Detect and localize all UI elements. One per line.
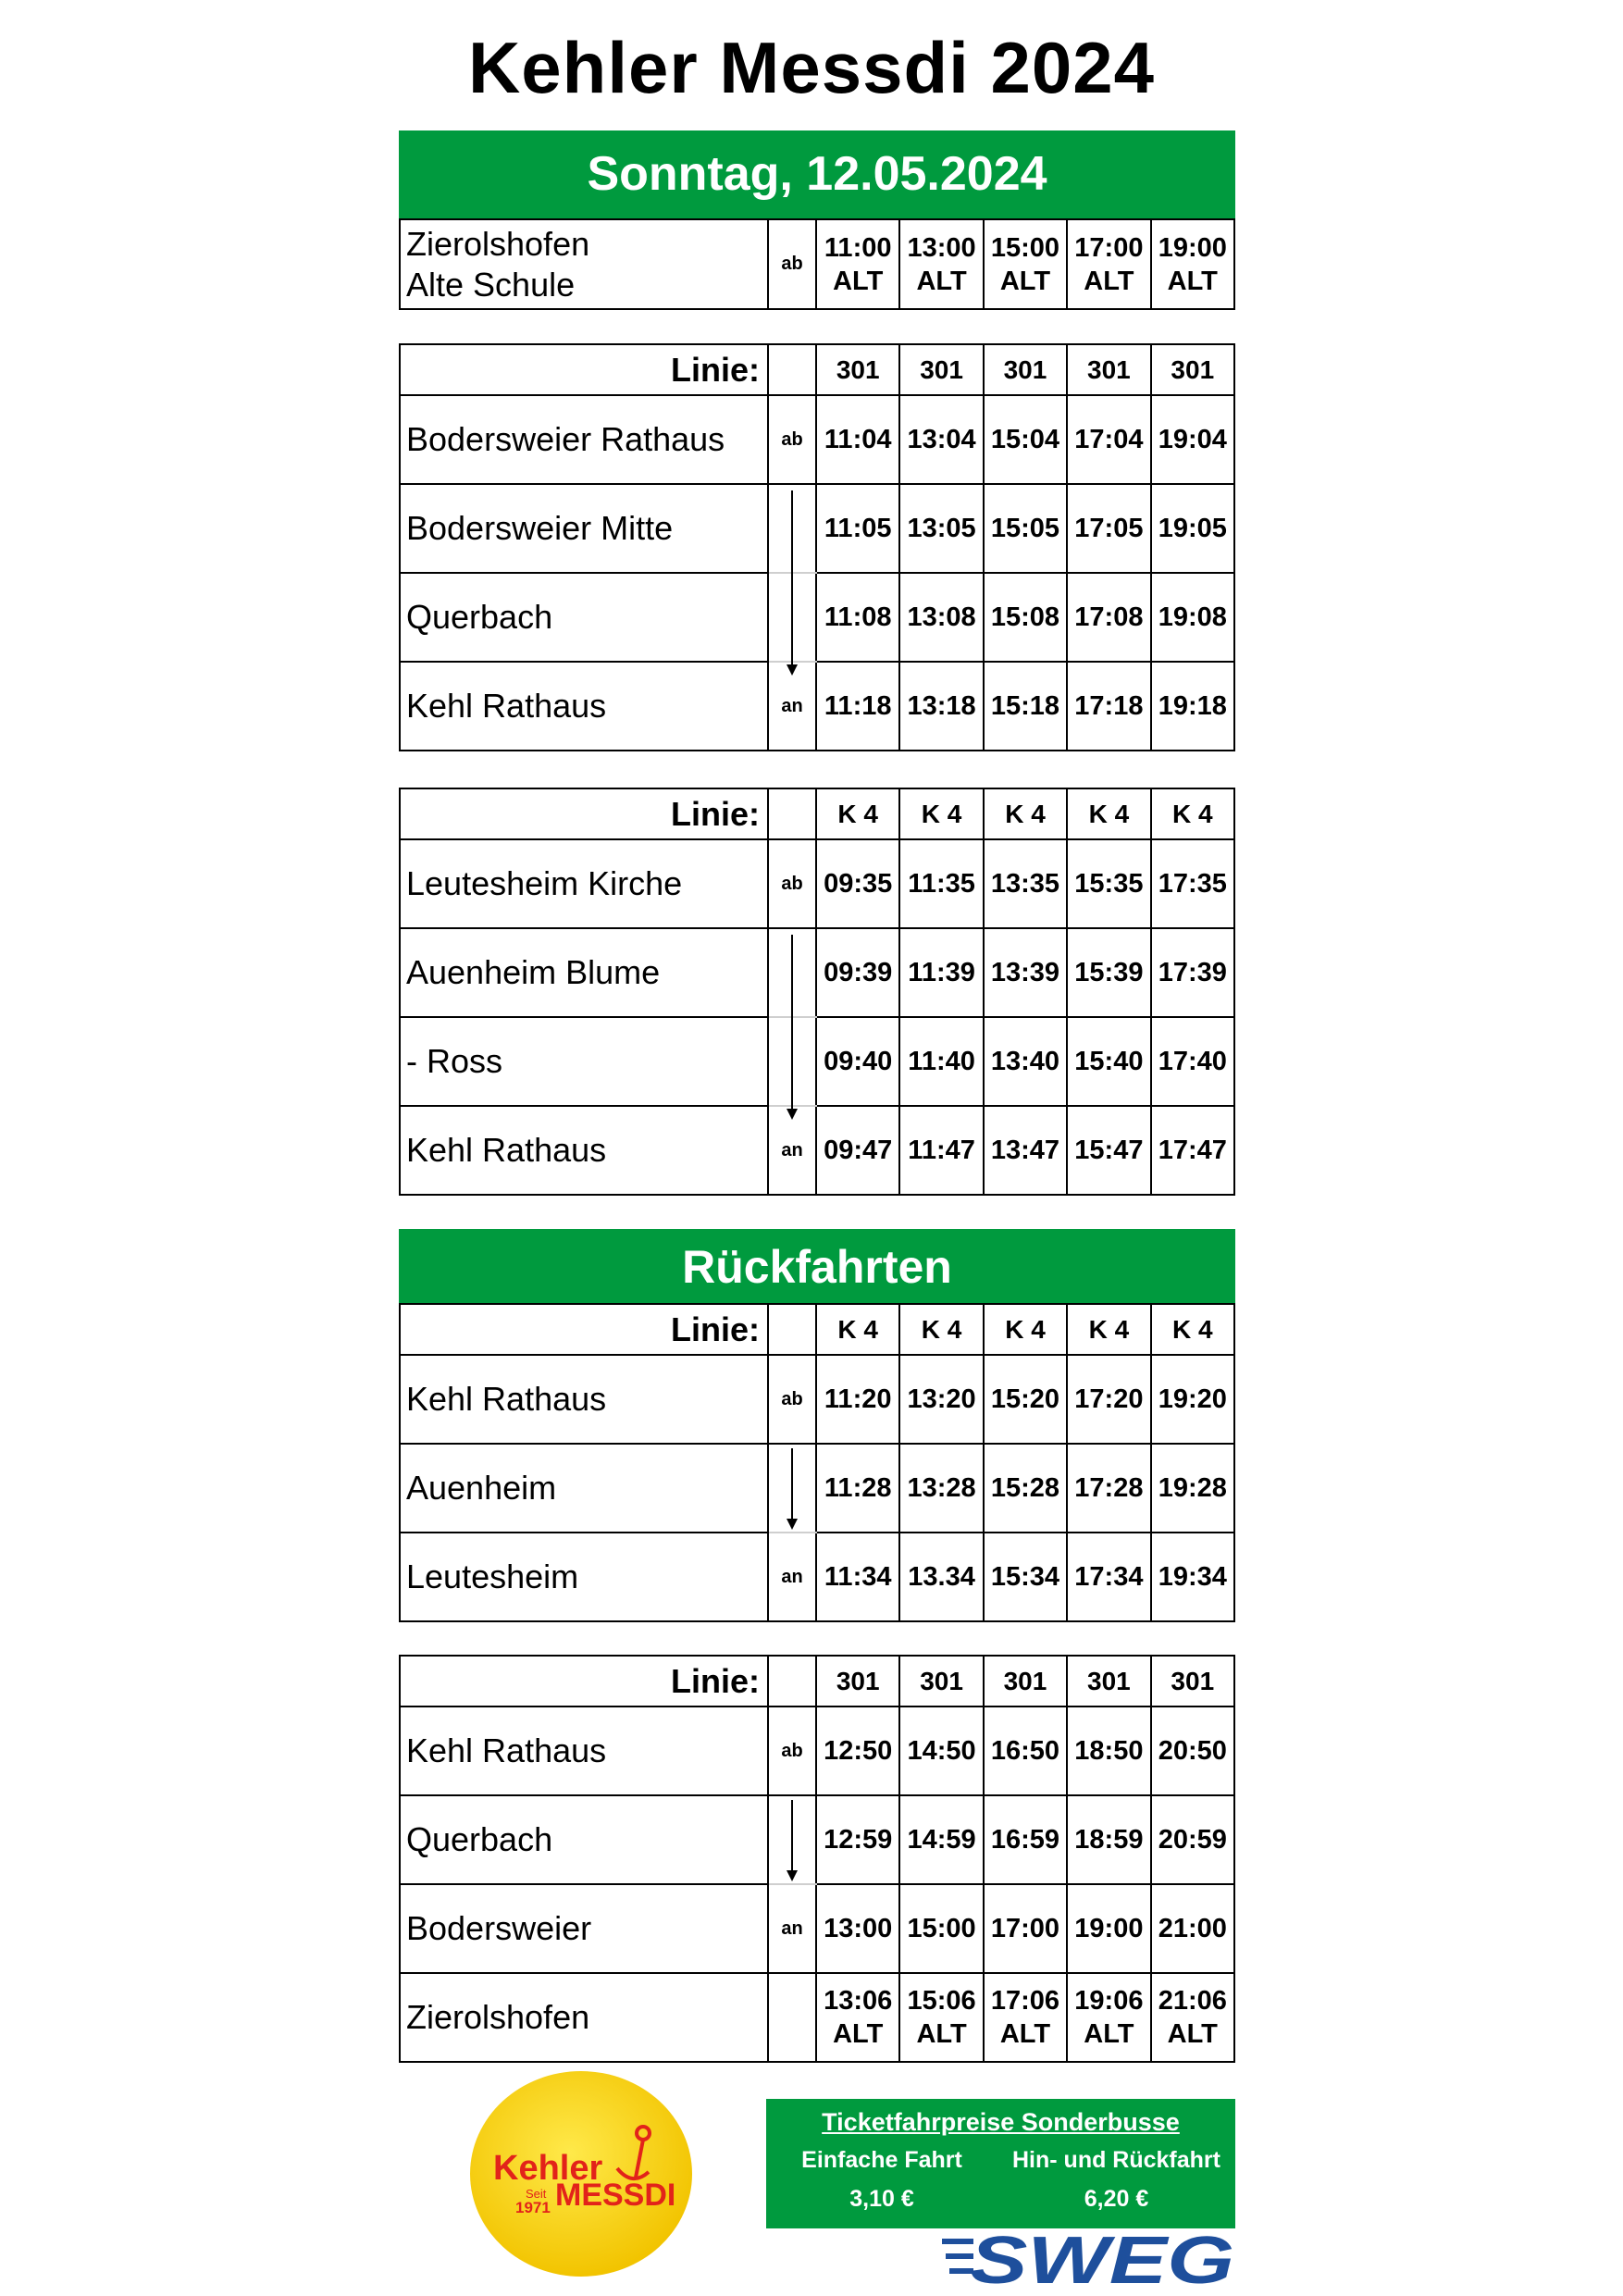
line-number: 301: [899, 1656, 983, 1706]
ticket-price-box: [766, 2099, 1235, 2228]
line-header-row: [400, 1656, 1234, 1706]
table-row: [400, 839, 1234, 928]
departure-time: 13:35: [984, 839, 1067, 928]
departure-time: 13.34: [899, 1533, 983, 1621]
station-name: Auenheim: [400, 1444, 768, 1533]
table-row: [400, 1795, 1234, 1884]
line-header-row: [400, 1304, 1234, 1355]
departure-time: 13:20: [899, 1355, 983, 1444]
timetable-k4-outbound: [399, 788, 1235, 1196]
station-name: Kehl Rathaus: [400, 662, 768, 751]
departure-time: 19:08: [1151, 573, 1234, 662]
departure-time: 11:08: [816, 573, 899, 662]
return-fare-price: 6,20 €: [1084, 2186, 1149, 2212]
departure-time: 15:40: [1067, 1017, 1150, 1106]
sweg-wordmark: SWEG: [970, 2224, 1234, 2290]
departure-time: 13:06 ALT: [816, 1973, 899, 2062]
table-row: [400, 1444, 1234, 1533]
departure-time: 17:06 ALT: [984, 1973, 1067, 2062]
day-header: Sonntag, 12.05.2024: [399, 130, 1235, 218]
departure-time: 11:35: [899, 839, 983, 928]
direction-cell: [768, 573, 816, 662]
linie-label: Linie:: [400, 788, 768, 839]
logo-word-kehler: Kehler: [493, 2149, 603, 2188]
direction-arrow-cell: [768, 1444, 816, 1533]
departure-time: 15:35: [1067, 839, 1150, 928]
departure-time: 17:47: [1151, 1106, 1234, 1195]
line-number: 301: [816, 344, 899, 395]
table-row: [400, 1533, 1234, 1621]
station-name: Kehl Rathaus: [400, 1106, 768, 1195]
direction-header: [768, 1656, 816, 1706]
departure-time: 15:39: [1067, 928, 1150, 1017]
departure-time: 13:04: [899, 395, 983, 484]
logo-seit: Seit: [526, 2187, 547, 2201]
departure-time: 13:40: [984, 1017, 1067, 1106]
departure-time: 19:20: [1151, 1355, 1234, 1444]
line-number: K 4: [984, 1304, 1067, 1355]
departure-time: 13:28: [899, 1444, 983, 1533]
table-row: [400, 1973, 1234, 2062]
departure-time: 15:04: [984, 395, 1067, 484]
departure-time: 13:00 ALT: [899, 219, 983, 309]
station-name: Kehl Rathaus: [400, 1355, 768, 1444]
sweg-logo: [942, 2224, 1236, 2290]
table-row: [400, 662, 1234, 751]
departure-time: 15:28: [984, 1444, 1067, 1533]
direction-label: ab: [768, 1706, 816, 1795]
departure-time: 19:28: [1151, 1444, 1234, 1533]
departure-time: 19:18: [1151, 662, 1234, 751]
departure-time: 17:05: [1067, 484, 1150, 573]
departure-time: 14:59: [899, 1795, 983, 1884]
linie-label: Linie:: [400, 1304, 768, 1355]
line-number: K 4: [899, 1304, 983, 1355]
direction-cell: [768, 1017, 816, 1106]
arrowhead-icon: [787, 1870, 798, 1881]
departure-time: 12:59: [816, 1795, 899, 1884]
timetable-301-return: [399, 1655, 1235, 2063]
direction-arrow-cell: [768, 928, 816, 1017]
departure-time: 17:28: [1067, 1444, 1150, 1533]
departure-time: 11:28: [816, 1444, 899, 1533]
line-number: K 4: [816, 1304, 899, 1355]
station-name: Bodersweier Mitte: [400, 484, 768, 573]
line-number: 301: [984, 1656, 1067, 1706]
line-number: K 4: [1151, 788, 1234, 839]
departure-time: 11:39: [899, 928, 983, 1017]
line-number: K 4: [1151, 1304, 1234, 1355]
station-name: - Ross: [400, 1017, 768, 1106]
departure-time: 15:20: [984, 1355, 1067, 1444]
departure-time: 11:40: [899, 1017, 983, 1106]
departure-time: 15:00: [899, 1884, 983, 1973]
line-number: 301: [899, 344, 983, 395]
departure-time: 17:40: [1151, 1017, 1234, 1106]
departure-time: 19:05: [1151, 484, 1234, 573]
station-name: Kehl Rathaus: [400, 1706, 768, 1795]
departure-time: 17:00 ALT: [1067, 219, 1150, 309]
station-name: Bodersweier: [400, 1884, 768, 1973]
direction-label: ab: [768, 395, 816, 484]
direction-label: ab: [768, 839, 816, 928]
departure-time: 17:34: [1067, 1533, 1150, 1621]
logo-word-messdi: MESSDI: [555, 2178, 676, 2213]
station-name: Zierolshofen: [406, 224, 590, 263]
line-number: 301: [816, 1656, 899, 1706]
departure-time: 14:50: [899, 1706, 983, 1795]
departure-time: 17:39: [1151, 928, 1234, 1017]
single-fare-label: Einfache Fahrt: [801, 2147, 962, 2173]
departure-time: 19:34: [1151, 1533, 1234, 1621]
departure-time: 21:00: [1151, 1884, 1234, 1973]
departure-time: 09:35: [816, 839, 899, 928]
kehler-messdi-logo: [467, 2068, 695, 2279]
line-number: K 4: [1067, 1304, 1150, 1355]
departure-time: 15:08: [984, 573, 1067, 662]
departure-time: 21:06 ALT: [1151, 1973, 1234, 2062]
departure-time: 17:35: [1151, 839, 1234, 928]
table-row: [400, 928, 1234, 1017]
departure-time: 13:18: [899, 662, 983, 751]
table-row: [400, 1355, 1234, 1444]
return-header: Rückfahrten: [399, 1229, 1235, 1305]
station-name: Bodersweier Rathaus: [400, 395, 768, 484]
departure-time: 13:39: [984, 928, 1067, 1017]
departure-time: 15:06 ALT: [899, 1973, 983, 2062]
departure-time: 15:47: [1067, 1106, 1150, 1195]
line-number: 301: [1151, 344, 1234, 395]
departure-time: 13:08: [899, 573, 983, 662]
departure-time: 11:00 ALT: [816, 219, 899, 309]
direction-label: an: [768, 662, 816, 751]
direction-label: an: [768, 1533, 816, 1621]
departure-time: 11:05: [816, 484, 899, 573]
station-name: Zierolshofen: [400, 1973, 768, 2062]
departure-time: 11:18: [816, 662, 899, 751]
direction-arrow-cell: [768, 1795, 816, 1884]
departure-time: 15:00 ALT: [984, 219, 1067, 309]
direction-header: [768, 344, 816, 395]
table-row: [400, 573, 1234, 662]
line-number: 301: [984, 344, 1067, 395]
table-row: [400, 219, 1234, 309]
departure-time: 13:00: [816, 1884, 899, 1973]
departure-time: 11:34: [816, 1533, 899, 1621]
departure-time: 17:00: [984, 1884, 1067, 1973]
line-number: K 4: [816, 788, 899, 839]
departure-time: 19:06 ALT: [1067, 1973, 1150, 2062]
station-name: Leutesheim Kirche: [400, 839, 768, 928]
feeder-table: [399, 218, 1235, 310]
station-name: Leutesheim: [400, 1533, 768, 1621]
departure-time: 19:04: [1151, 395, 1234, 484]
linie-label: Linie:: [400, 344, 768, 395]
departure-time: 13:05: [899, 484, 983, 573]
table-row: [400, 1106, 1234, 1195]
departure-time: 15:18: [984, 662, 1067, 751]
direction-header: [768, 788, 816, 839]
direction-label: an: [768, 1884, 816, 1973]
departure-time: 11:04: [816, 395, 899, 484]
station-name: Auenheim Blume: [400, 928, 768, 1017]
departure-time: 16:50: [984, 1706, 1067, 1795]
departure-time: 20:50: [1151, 1706, 1234, 1795]
page-title: Kehler Messdi 2024: [467, 27, 1156, 108]
timetable-k4-return: [399, 1303, 1235, 1622]
down-arrow-icon: [791, 1448, 793, 1522]
station-subname: Alte Schule: [406, 265, 576, 304]
line-number: K 4: [899, 788, 983, 839]
departure-time: 11:47: [899, 1106, 983, 1195]
direction-cell: [768, 1973, 816, 2062]
departure-time: 17:20: [1067, 1355, 1150, 1444]
down-arrow-icon: [791, 1800, 793, 1874]
line-number: K 4: [1067, 788, 1150, 839]
departure-time: 09:39: [816, 928, 899, 1017]
logo-year: 1971: [515, 2199, 551, 2216]
departure-time: 13:47: [984, 1106, 1067, 1195]
timetable-301-outbound: [399, 343, 1235, 751]
direction-label: an: [768, 1106, 816, 1195]
direction-arrow-cell: [768, 484, 816, 573]
line-header-row: [400, 344, 1234, 395]
departure-time: 19:00: [1067, 1884, 1150, 1973]
line-number: 301: [1067, 1656, 1150, 1706]
departure-time: 12:50: [816, 1706, 899, 1795]
departure-time: 11:20: [816, 1355, 899, 1444]
line-number: 301: [1067, 344, 1150, 395]
departure-time: 16:59: [984, 1795, 1067, 1884]
line-number: K 4: [984, 788, 1067, 839]
direction-label: ab: [768, 219, 816, 309]
table-row: [400, 1017, 1234, 1106]
line-header-row: [400, 788, 1234, 839]
departure-time: 09:47: [816, 1106, 899, 1195]
table-row: [400, 1706, 1234, 1795]
departure-time: 17:18: [1067, 662, 1150, 751]
departure-time: 09:40: [816, 1017, 899, 1106]
station-name: Querbach: [400, 1795, 768, 1884]
departure-time: 19:00 ALT: [1151, 219, 1234, 309]
departure-time: 15:34: [984, 1533, 1067, 1621]
departure-time: 15:05: [984, 484, 1067, 573]
departure-time: 18:50: [1067, 1706, 1150, 1795]
departure-time: 17:08: [1067, 573, 1150, 662]
departure-time: 17:04: [1067, 395, 1150, 484]
ticket-heading: Ticketfahrpreise Sonderbusse: [822, 2108, 1180, 2136]
line-number: 301: [1151, 1656, 1234, 1706]
sweg-speed-lines-icon: [942, 2239, 973, 2274]
direction-label: ab: [768, 1355, 816, 1444]
single-fare-price: 3,10 €: [849, 2186, 914, 2212]
table-row: [400, 395, 1234, 484]
linie-label: Linie:: [400, 1656, 768, 1706]
departure-time: 18:59: [1067, 1795, 1150, 1884]
table-row: [400, 1884, 1234, 1973]
table-row: [400, 484, 1234, 573]
arrowhead-icon: [787, 1519, 798, 1530]
station-name: Querbach: [400, 573, 768, 662]
return-fare-label: Hin- und Rückfahrt: [1012, 2147, 1220, 2173]
direction-header: [768, 1304, 816, 1355]
departure-time: 20:59: [1151, 1795, 1234, 1884]
station-cell: [400, 219, 768, 309]
